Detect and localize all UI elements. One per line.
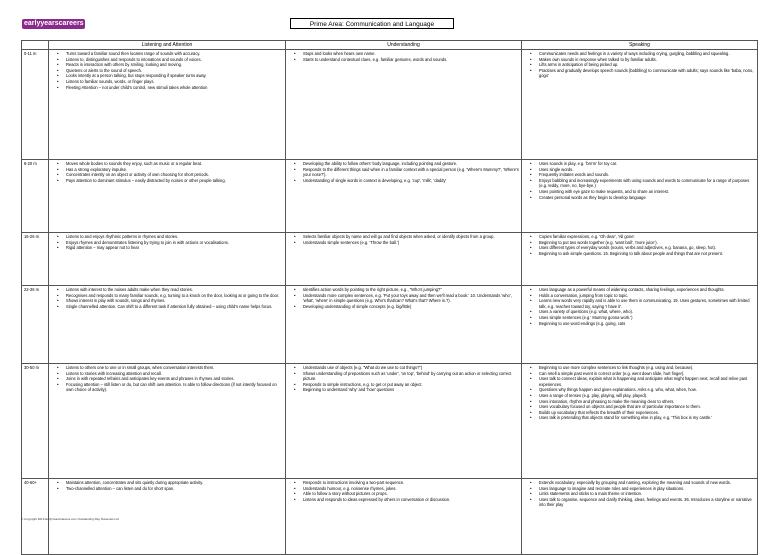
list-item: • Shows understanding of prepositions such as 'under', 'on top', 'behind' by carrying out an action or selecting correct picture. xyxy=(303,371,519,382)
age-range-cell: 22-36 m xyxy=(22,286,49,364)
list-item: • Responds to the different things said when in a familiar context with a special person (e.g. 'Where's Mummy?', 'Where's your nose?'). xyxy=(303,167,519,178)
speaking-list xyxy=(524,287,755,326)
list-item: • Uses simple sentences (e.g.' Mummy gonna work.') xyxy=(539,315,755,321)
speaking-list xyxy=(524,234,755,256)
list-item: • Uses pointing with eye gaze to make requests, and to share an interest. xyxy=(539,189,755,195)
speaking-cell xyxy=(522,233,758,286)
list-item: • Understanding of single words in context is developing, e.g. 'cup', 'milk', 'daddy' xyxy=(303,178,519,184)
list-item: • Can retell a simple past event in correct order (e.g. went down slide, hurt finger). xyxy=(539,371,755,377)
list-item: • Listens to and enjoys rhythmic patterns in rhymes and stories. xyxy=(66,234,283,240)
age-range-cell: 40-60+ xyxy=(22,479,49,555)
table-row xyxy=(22,233,758,286)
table-row xyxy=(22,160,758,233)
understanding-list xyxy=(288,161,519,183)
list-item: • Selects familiar objects by name and will go and find objects when asked, or identify objects from a group. xyxy=(303,234,519,240)
understanding-list xyxy=(288,51,519,62)
list-item: • Links statements and sticks to a main theme or intention. xyxy=(539,491,755,497)
list-item: • Developing understanding of simple concepts (e.g. big/little) xyxy=(303,304,519,310)
understanding-cell xyxy=(286,50,522,160)
listening-list xyxy=(51,287,283,309)
list-item: • Uses sounds in play, e.g. 'brrrm' for toy car. xyxy=(539,161,755,167)
list-item: • Beginning to use word endings (e.g. going, cats xyxy=(539,321,755,327)
list-item: • Copies familiar expressions, e.g. 'Oh dear', 'All gone'. xyxy=(539,234,755,240)
list-item: • Beginning to put two words together (e.g. 'want ball', 'more juice'). xyxy=(539,240,755,246)
speaking-cell xyxy=(522,286,758,364)
list-item: • Practises and gradually develops speech sounds (babbling) to communicate with adults; says sounds like 'baba, nono, gogo' xyxy=(539,68,755,79)
speaking-cell xyxy=(522,160,758,233)
speaking-list xyxy=(524,365,755,421)
list-item: • Understands use of objects (e.g. "What do we use to cut things?") xyxy=(303,365,519,371)
list-item: • Uses talk to organise, sequence and clarify thinking, ideas, feelings and events. 36. Introduces a storyline or narrative into their play xyxy=(539,497,755,508)
listening-cell xyxy=(49,50,286,160)
list-item: • Listens to, distinguishes and responds to intonations and sounds of voices. xyxy=(66,57,283,63)
listening-list xyxy=(51,365,283,393)
list-item: • Frequently imitates words and sounds. xyxy=(539,172,755,178)
list-item: • Lifts arms in anticipation of being picked up. xyxy=(539,62,755,68)
understanding-cell xyxy=(286,364,522,479)
list-item: • Developing the ability to follow others' body language, including pointing and gesture. xyxy=(303,161,519,167)
list-item: • Understands humour, e.g. nonsense rhymes, jokes. xyxy=(303,486,519,492)
list-item: • Able to follow a story without pictures or props. xyxy=(303,491,519,497)
table-row xyxy=(22,286,758,364)
listening-cell xyxy=(49,233,286,286)
table-row xyxy=(22,364,758,479)
list-item: • Rigid attention – may appear not to hear xyxy=(66,245,283,251)
listening-cell xyxy=(49,286,286,364)
list-item: • Fleeting Attention – not under child's control, new stimuli takes whole attention xyxy=(66,85,283,91)
list-item: • Stops and looks when hears own name. xyxy=(303,51,519,57)
list-item: • Builds up vocabulary that reflects the breadth of their experiences. xyxy=(539,410,755,416)
understanding-list xyxy=(288,287,519,309)
speaking-list xyxy=(524,480,755,508)
table-header-row xyxy=(22,41,758,50)
list-item: • Responds to simple instructions, e.g. to get or put away an object. xyxy=(303,382,519,388)
listening-cell xyxy=(49,364,286,479)
list-item: • Reacts in interaction with others by smiling, looking and moving. xyxy=(66,62,283,68)
list-item: • Responds to instructions involving a two-part sequence. xyxy=(303,480,519,486)
list-item: • Enjoys babbling and increasingly experiments with using sounds and words to communicate for a range of purposes (e.g. teddy, more, no, bye-bye.) xyxy=(539,178,755,189)
list-item: • Creates personal words as they begin to develop language xyxy=(539,195,755,201)
list-item: • Moves whole bodies to sounds they enjoy, such as music or a regular beat. xyxy=(66,161,283,167)
list-item: • Listens with interest to the noises adults make when they read stories. xyxy=(66,287,283,293)
list-item: • Understands more complex sentences, e.g. 'Put your toys away and then we'll read a book.' 10. Understands 'who', 'what', 'where' in simple questions (e.g. Who's that/can? What's that? Where is.?). xyxy=(303,293,519,304)
list-item: • Pays attention to dominant stimulus – easily distracted by noises or other people talking. xyxy=(66,178,283,184)
list-item: • Uses a range of tenses (e.g. play, playing, will play, played). xyxy=(539,393,755,399)
page-title: Prime Area: Communication and Language xyxy=(290,18,454,29)
list-item: • Maintains attention, concentrates and sits quietly during appropriate activity. xyxy=(66,480,283,486)
list-item: • Beginning to use more complex sentences to link thoughts (e.g. using and, because). xyxy=(539,365,755,371)
list-item: • Uses talk in pretending that objects stand for something else in play, e.g, 'This box is my castle.' xyxy=(539,415,755,421)
list-item: • Quietens or alerts to the sound of speech. xyxy=(66,68,283,74)
listening-list xyxy=(51,480,283,491)
understanding-cell xyxy=(286,233,522,286)
copyright-notice: © Copyright 2013 EarlyYearsCareers.com Outstanding Day Nurseries Ltd xyxy=(21,517,119,521)
list-item: • Beginning to understand 'why' and 'how' questions xyxy=(303,387,519,393)
list-item: • Starts to understand contextual clues, e.g. familiar gestures, words and sounds. xyxy=(303,57,519,63)
speaking-cell xyxy=(522,50,758,160)
list-item: • Uses language as a powerful means of widening contacts, sharing feelings, experiences and thoughts. xyxy=(539,287,755,293)
understanding-list xyxy=(288,365,519,393)
age-range-cell: 0-11 m xyxy=(22,50,49,160)
list-item: • Uses intonation, rhythm and phrasing to make the meaning clear to others. xyxy=(539,399,755,405)
table-row xyxy=(22,479,758,555)
list-item: • Single channelled attention. Can shift to a different task if attention fully obtained – using child's name helps focus. xyxy=(66,304,283,310)
logo: earlyyearscareers xyxy=(24,20,84,27)
list-item: • Uses different types of everyday words (nouns, verbs and adjectives, e.g. banana, go, sleep, hot). xyxy=(539,245,755,251)
speaking-list xyxy=(524,161,755,200)
list-item: • Listens to stories with increasing attention and recall. xyxy=(66,371,283,377)
list-item: • Concentrates intently on an object or activity of own choosing for short periods. xyxy=(66,172,283,178)
column-header-listening: Listening and Attention xyxy=(49,41,286,50)
list-item: • Two-channelled attention – can listen and do for short span. xyxy=(66,486,283,492)
understanding-list xyxy=(288,480,519,502)
list-item: • Listens to familiar sounds, words, or finger plays. xyxy=(66,79,283,85)
speaking-cell xyxy=(522,479,758,555)
list-item: • Questions why things happen and gives explanations. Asks e.g. who, what, when, how. xyxy=(539,387,755,393)
understanding-cell xyxy=(286,160,522,233)
list-item: • Listens to others one to one or in small groups, when conversation interests them. xyxy=(66,365,283,371)
list-item: • Uses language to imagine and recreate roles and experiences in play situations. xyxy=(539,486,755,492)
list-item: • Uses single words. xyxy=(539,167,755,173)
list-item: • Has a strong exploratory impulse. xyxy=(66,167,283,173)
column-header-understanding: Understanding xyxy=(286,41,522,50)
list-item: • Recognises and responds to many familiar sounds, e.g. turning to a knock on the door, looking at or going to the door. xyxy=(66,293,283,299)
list-item: • Listens and responds to ideas expressed by others in conversation or discussion. xyxy=(303,497,519,503)
list-item: • Holds a conversation, jumping from topic to topic. xyxy=(539,293,755,299)
table-row xyxy=(22,50,758,160)
list-item: • Looks intently at a person talking, but stops responding if speaker turns away. xyxy=(66,73,283,79)
understanding-cell xyxy=(286,286,522,364)
age-range-cell: 30-50 m xyxy=(22,364,49,479)
list-item: • Uses vocabulary focused on objects and people that are of particular importance to them. xyxy=(539,404,755,410)
list-item: • Uses a variety of questions (e.g. what, where, who). xyxy=(539,309,755,315)
list-item: • Identifies action words by pointing to the right picture, e.g., "Who's jumping?" xyxy=(303,287,519,293)
list-item: • Joins in with repeated refrains and anticipates key events and phrases in rhymes and stories. xyxy=(66,376,283,382)
list-item: • Communicates needs and feelings in a variety of ways including crying, gurgling, babbling and squealing. xyxy=(539,51,755,57)
speaking-list xyxy=(524,51,755,79)
listening-list xyxy=(51,161,283,183)
listening-list xyxy=(51,51,283,90)
age-header xyxy=(22,41,49,50)
age-range-cell: 8-20 m xyxy=(22,160,49,233)
list-item: • Uses talk to connect ideas, explain what is happening and anticipate what might happen next, recall and relive past experiences. xyxy=(539,376,755,387)
age-range-cell: 16-26 m xyxy=(22,233,49,286)
speaking-cell xyxy=(522,364,758,479)
understanding-list xyxy=(288,234,519,245)
listening-cell xyxy=(49,160,286,233)
list-item: • Learns new words very rapidly and is able to use them in communicating. 19. Uses gestures, sometimes with limited talk, e.g. reaches toward toy, saying 'I have it'. xyxy=(539,298,755,309)
list-item: • Enjoys rhymes and demonstrates listening by trying to join in with actions or vocalisations. xyxy=(66,240,283,246)
listening-list xyxy=(51,234,283,251)
list-item: • Turns toward a familiar sound then locates range of sounds with accuracy. xyxy=(66,51,283,57)
list-item: • Focusing attention – still listen or do, but can shift own attention. Is able to follow directions (if not intently focused on own choice of activity). xyxy=(66,382,283,393)
understanding-cell xyxy=(286,479,522,555)
development-table xyxy=(21,40,758,555)
list-item: • Extends vocabulary, especially by grouping and naming, exploring the meaning and sounds of new words. xyxy=(539,480,755,486)
column-header-speaking: Speaking xyxy=(522,41,758,50)
list-item: • Beginning to ask simple questions. 15. Beginning to talk about people and things that are not present. xyxy=(539,251,755,257)
list-item: • Understands simple sentences (e.g. 'Throw the ball.') xyxy=(303,240,519,246)
list-item: • Shows interest in play with sounds, songs and rhymes. xyxy=(66,298,283,304)
list-item: • Makes own sounds in response when talked to by familiar adults. xyxy=(539,57,755,63)
